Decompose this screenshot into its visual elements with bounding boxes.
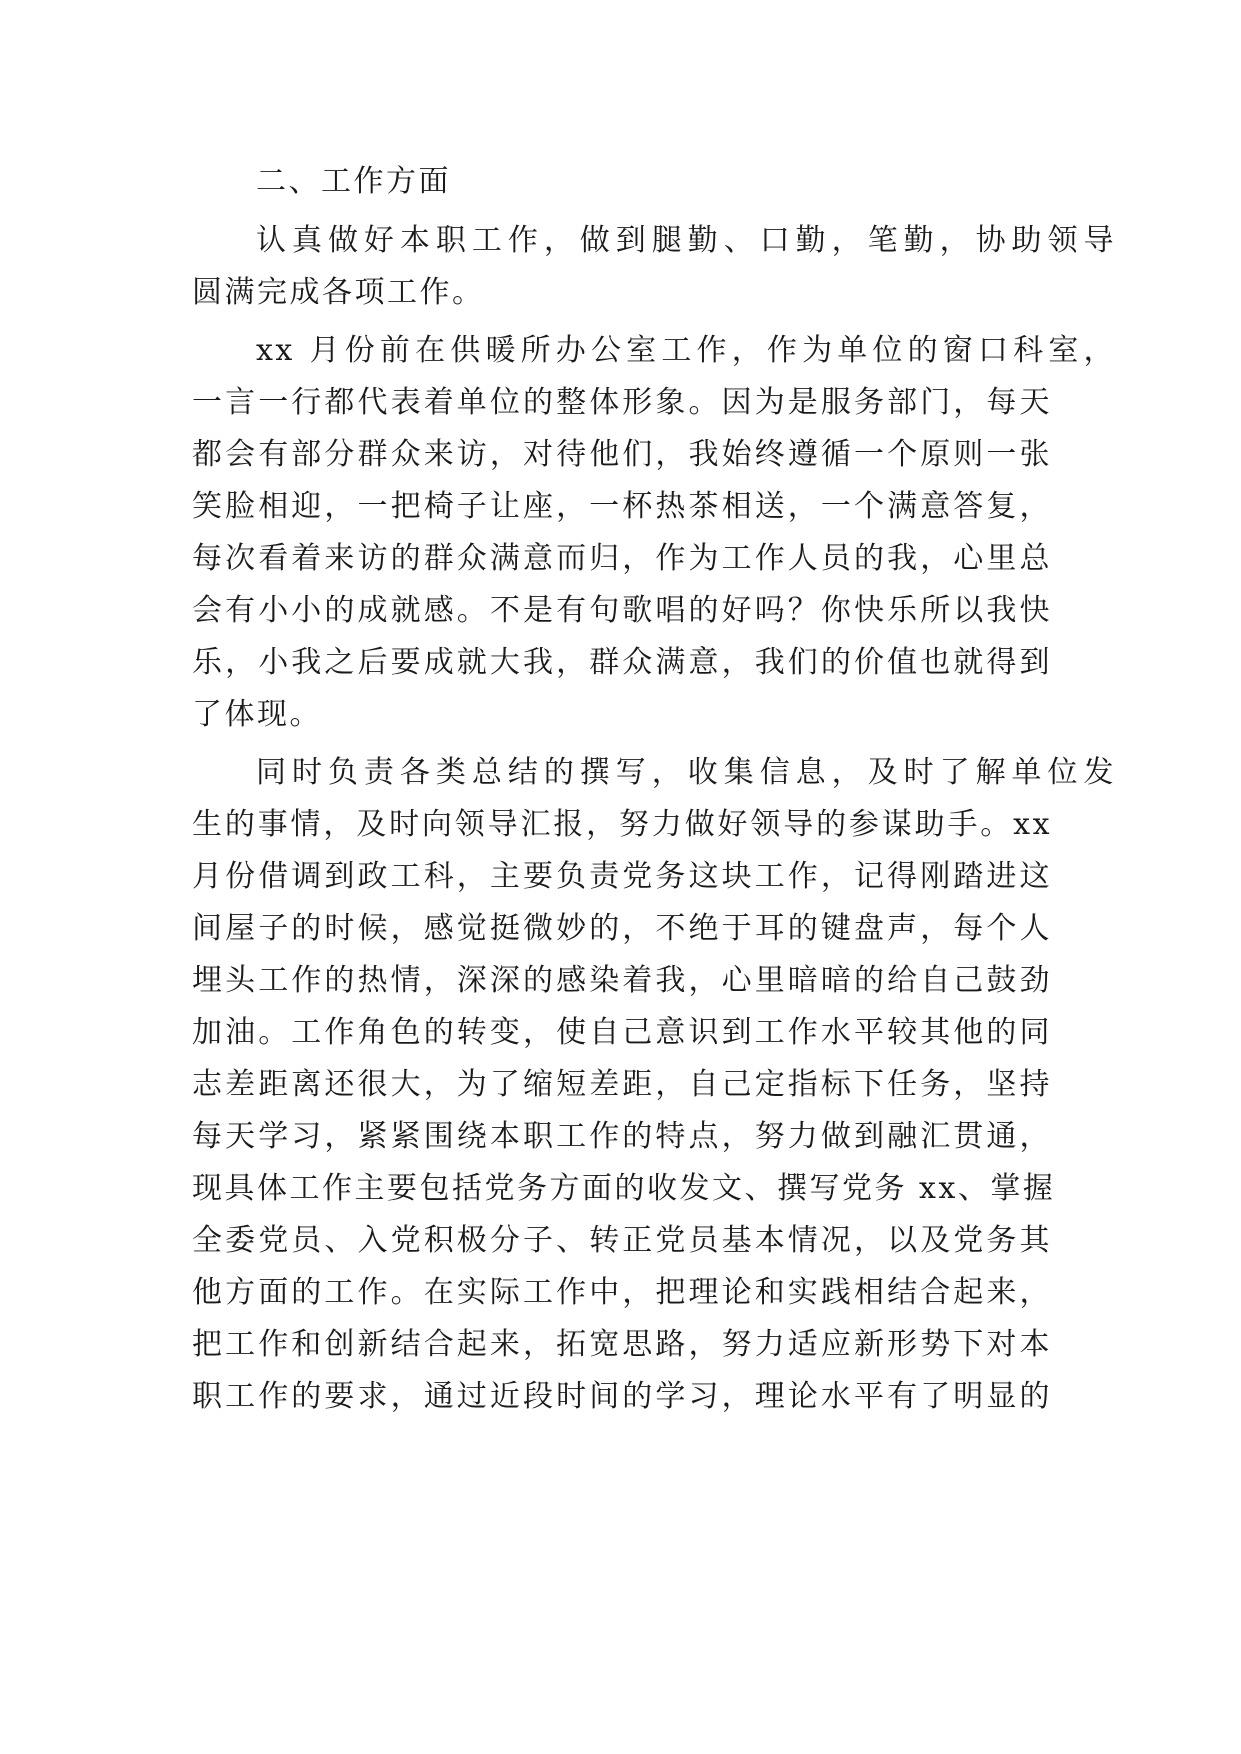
paragraph-line: 志差距离还很大，为了缩短差距，自己定指标下任务，坚持 — [192, 1067, 1052, 1102]
paragraph-line: 了体现。 — [192, 697, 322, 732]
paragraph-line: 他方面的工作。在实际工作中，把理论和实践相结合起来， — [192, 1275, 1052, 1310]
paragraph-line: 同时负责各类总结的撰写，收集信息，及时了解单位发 — [256, 755, 1116, 790]
paragraph-line: 把工作和创新结合起来，拓宽思路，努力适应新形势下对本 — [192, 1327, 1052, 1362]
paragraph-line: xx 月份前在供暖所办公室工作，作为单位的窗口科室， — [256, 333, 1116, 368]
paragraph-line: 生的事情，及时向领导汇报，努力做好领导的参谋助手。xx — [192, 807, 1052, 842]
paragraph-line: 笑脸相迎，一把椅子让座，一杯热茶相送，一个满意答复， — [192, 489, 1052, 524]
paragraph-line: 会有小小的成就感。不是有句歌唱的好吗？你快乐所以我快 — [192, 593, 1052, 628]
paragraph-line: 圆满完成各项工作。 — [192, 275, 485, 310]
paragraph-line: 间屋子的时候，感觉挺微妙的，不绝于耳的键盘声，每个人 — [192, 911, 1052, 946]
section-heading: 二、工作方面 — [256, 164, 451, 199]
paragraph-line: 埋头工作的热情，深深的感染着我，心里暗暗的给自己鼓劲 — [192, 963, 1052, 998]
paragraph-line: 现具体工作主要包括党务方面的收发文、撰写党务 xx、掌握 — [192, 1171, 1056, 1206]
paragraph-line: 职工作的要求，通过近段时间的学习，理论水平有了明显的 — [192, 1379, 1052, 1414]
paragraph-line: 乐，小我之后要成就大我，群众满意，我们的价值也就得到 — [192, 645, 1052, 680]
paragraph-line: 都会有部分群众来访，对待他们，我始终遵循一个原则一张 — [192, 437, 1052, 472]
paragraph-line: 认真做好本职工作，做到腿勤、口勤，笔勤，协助领导 — [256, 223, 1116, 258]
paragraph-line: 一言一行都代表着单位的整体形象。因为是服务部门，每天 — [192, 385, 1052, 420]
paragraph-line: 每天学习，紧紧围绕本职工作的特点，努力做到融汇贯通， — [192, 1119, 1052, 1154]
paragraph-line: 加油。工作角色的转变，使自己意识到工作水平较其他的同 — [192, 1015, 1052, 1050]
paragraph-line: 每次看着来访的群众满意而归，作为工作人员的我，心里总 — [192, 541, 1052, 576]
paragraph-line: 月份借调到政工科，主要负责党务这块工作，记得刚踏进这 — [192, 859, 1052, 894]
paragraph-line: 全委党员、入党积极分子、转正党员基本情况，以及党务其 — [192, 1223, 1052, 1258]
